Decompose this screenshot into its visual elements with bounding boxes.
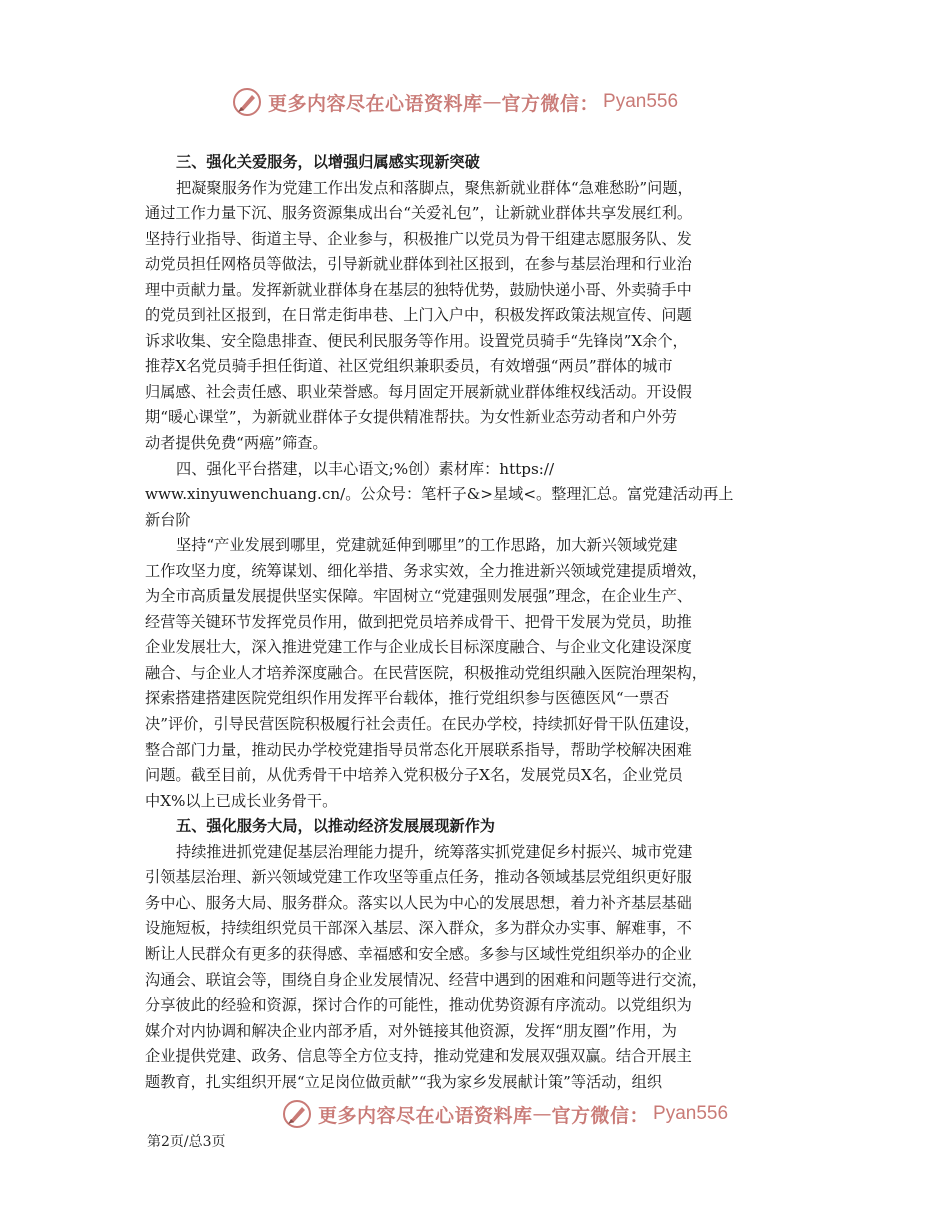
- paragraph-line: 持续推进抓党建促基层治理能力提升，统筹落实抓党建促乡村振兴、城市党建: [176, 842, 693, 861]
- paragraph-line: 问题。截至目前，从优秀骨干中培养入党积极分子X名，发展党员X名，企业党员: [145, 766, 683, 785]
- section-heading-4-part2: www.xinyuwenchuang.cn/。公众号：笔杆子&>星域<。整理汇总。富党建活动再上: [145, 485, 734, 504]
- paragraph-line: 企业发展壮大，深入推进党建工作与企业成长目标深度融合、与企业文化建设深度: [145, 638, 692, 657]
- paragraph-line: 为全市高质量发展提供坚实保障。牢固树立“党建强则发展强”理念，在企业生产、: [145, 587, 693, 606]
- paragraph-line: 媒介对内协调和解决企业内部矛盾，对外链接其他资源，发挥“朋友圈”作用，为: [145, 1021, 677, 1040]
- section-heading-4-part1: 四、强化平台搭建，以丰心语文;%创）素材库：https://: [176, 459, 555, 478]
- paragraph-line: 期“暖心课堂”，为新就业群体子女提供精准帮扶。为女性新业态劳动者和户外劳: [145, 408, 677, 427]
- paragraph-line: 中X%以上已成长业务骨干。: [145, 791, 338, 810]
- paragraph-line: 企业提供党建、政务、信息等全方位支持，推动党建和发展双强双赢。结合开展主: [145, 1047, 692, 1066]
- paragraph-line: 理中贡献力量。发挥新就业群体身在基层的独特优势，鼓励快递小哥、外卖骑手中: [145, 280, 692, 299]
- paragraph-line: 探索搭建搭建医院党组织作用发挥平台载体，推行党组织参与医德医风“一票否: [145, 689, 670, 708]
- section-heading-3: 三、强化关爱服务，以增强归属感实现新突破: [176, 153, 480, 171]
- banner-wechat-label: 官方微信：: [551, 1104, 650, 1127]
- footer-banner: [282, 1096, 728, 1132]
- paragraph-line: 题教育，扎实组织开展“立足岗位做贡献”“我为家乡发展献计策”等活动，组织: [145, 1072, 663, 1091]
- paragraph-line: 通过工作力量下沉、服务资源集成出台“关爱礼包”，让新就业群体共享发展红利。: [145, 204, 693, 223]
- paragraph-line: 工作攻坚力度，统筹谋划、细化举措、务求实效，全力推进新兴领域党建提质增效，: [145, 561, 707, 580]
- banner-separator: —: [532, 1103, 552, 1125]
- paragraph-line: 经营等关键环节发挥党员作用，做到把党员培养成骨干、把骨干发展为党员，助推: [145, 612, 692, 631]
- paragraph-line: 推荐X名党员骑手担任街道、社区党组织兼职委员，有效增强“两员”群体的城市: [145, 357, 673, 376]
- pen-nib-logo-icon: [282, 1099, 312, 1129]
- document-body: [145, 150, 805, 1095]
- banner-wechat-id: Pyan556: [653, 1103, 729, 1124]
- paragraph-line: 坚持行业指导、街道主导、企业参与，积极推广以党员为骨干组建志愿服务队、发: [145, 229, 692, 248]
- paragraph-line: 整合部门力量，推动民办学校党建指导员常态化开展联系指导，帮助学校解决困难: [145, 740, 692, 759]
- paragraph-line: 引领基层治理、新兴领域党建工作攻坚等重点任务，推动各领域基层党组织更好服: [145, 868, 692, 887]
- pen-nib-logo-icon: [232, 87, 262, 117]
- header-banner: [232, 84, 678, 120]
- banner-separator: —: [482, 91, 502, 113]
- paragraph-line: 分享彼此的经验和资源，探讨合作的可能性，推动优势资源有序流动。以党组织为: [145, 996, 692, 1015]
- paragraph-line: 坚持“产业发展到哪里，党建就延伸到哪里”的工作思路，加大新兴领域党建: [176, 536, 678, 555]
- paragraph-line: 设施短板，持续组织党员干部深入基层、深入群众，多为群众办实事、解难事，不: [145, 919, 692, 938]
- paragraph-line: 决”评价，引导民营医院积极履行社会责任。在民办学校，持续抓好骨干队伍建设，: [145, 715, 700, 734]
- paragraph-line: 诉求收集、安全隐患排查、便民利民服务等作用。设置党员骑手“先锋岗”X余个，: [145, 331, 688, 350]
- paragraph-line: 务中心、服务大局、服务群众。落实以人民为中心的发展思想，着力补齐基层基础: [145, 893, 692, 912]
- paragraph-line: 动党员担任网格员等做法，引导新就业群体到社区报到，在参与基层治理和行业治: [145, 255, 692, 274]
- banner-main-text: 更多内容尽在心语资料库: [318, 1104, 533, 1127]
- paragraph-line: 融合、与企业人才培养深度融合。在民营医院，积极推动党组织融入医院治理架构，: [145, 663, 707, 682]
- section-heading-5: 五、强化服务大局，以推动经济发展展现新作为: [176, 817, 495, 836]
- banner-wechat-label: 官方微信：: [501, 92, 600, 115]
- paragraph-line: 把凝聚服务作为党建工作出发点和落脚点，聚焦新就业群体“急难愁盼”问题，: [176, 178, 693, 197]
- paragraph-line: 断让人民群众有更多的获得感、幸福感和安全感。多参与区域性党组织举办的企业: [145, 944, 692, 963]
- paragraph-line: 沟通会、联谊会等，围绕自身企业发展情况、经营中遇到的困难和问题等进行交流，: [145, 970, 707, 989]
- paragraph-line: 归属感、社会责任感、职业荣誉感。每月固定开展新就业群体维权线活动。开设假: [145, 382, 692, 401]
- section-heading-4-part3: 新台阶: [145, 510, 191, 529]
- banner-main-text: 更多内容尽在心语资料库: [268, 92, 483, 115]
- paragraph-line: 动者提供免费“两癌”筛查。: [145, 434, 328, 453]
- banner-wechat-id: Pyan556: [603, 91, 679, 112]
- paragraph-line: 的党员到社区报到，在日常走街串巷、上门入户中，积极发挥政策法规宣传、问题: [145, 306, 692, 325]
- page-number: 第2页/总3页: [147, 1134, 226, 1150]
